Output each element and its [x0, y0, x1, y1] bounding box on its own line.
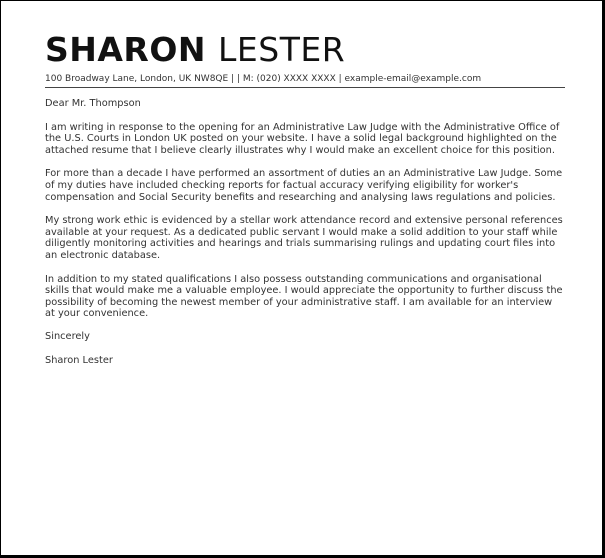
- contact-line: 100 Broadway Lane, London, UK NW8QE | | M: (020) XXXX XXXX | example-email@example.com: [45, 73, 565, 88]
- letter-body: [45, 98, 565, 366]
- applicant-name: [45, 29, 565, 71]
- cover-letter: [45, 29, 565, 366]
- signature: Sharon Lester: [45, 354, 113, 366]
- last-name: LESTER: [218, 30, 346, 69]
- paragraph-4: In addition to my stated qualifications I also possess outstanding communications and organisational skills that would make me a valuable employee. I would appreciate the opportunity to further discuss the possibility of becoming the newest member of your administrative staff. I am available for an interview at your convenience.: [45, 273, 563, 320]
- salutation: Dear Mr. Thompson: [45, 98, 141, 109]
- closing: Sincerely: [45, 330, 90, 342]
- paragraph-3: My strong work ethic is evidenced by a stellar work attendance record and extensive personal references available at your request. As a dedicated public servant I would make a solid addition to your staff while diligently monitoring activities and hearings and trials summarising rulings and updating court files into an electronic database.: [45, 215, 563, 261]
- first-name: SHARON: [45, 30, 207, 69]
- paragraph-2: For more than a decade I have performed an assortment of duties an an Administrative Law Judge. Some of my duties have included checking reports for factual accuracy verifying eligibility for worker's compensation and Social Security benefits and researching and analysing laws regulations and policies.: [45, 168, 563, 203]
- paragraph-1: I am writing in response to the opening for an Administrative Law Judge with the Administrative Office of the U.S. Courts in London UK posted on your website. I have a solid legal background highlighted on the attached resume that I believe clearly illustrates why I would make an excellent choice for this position.: [45, 121, 560, 156]
